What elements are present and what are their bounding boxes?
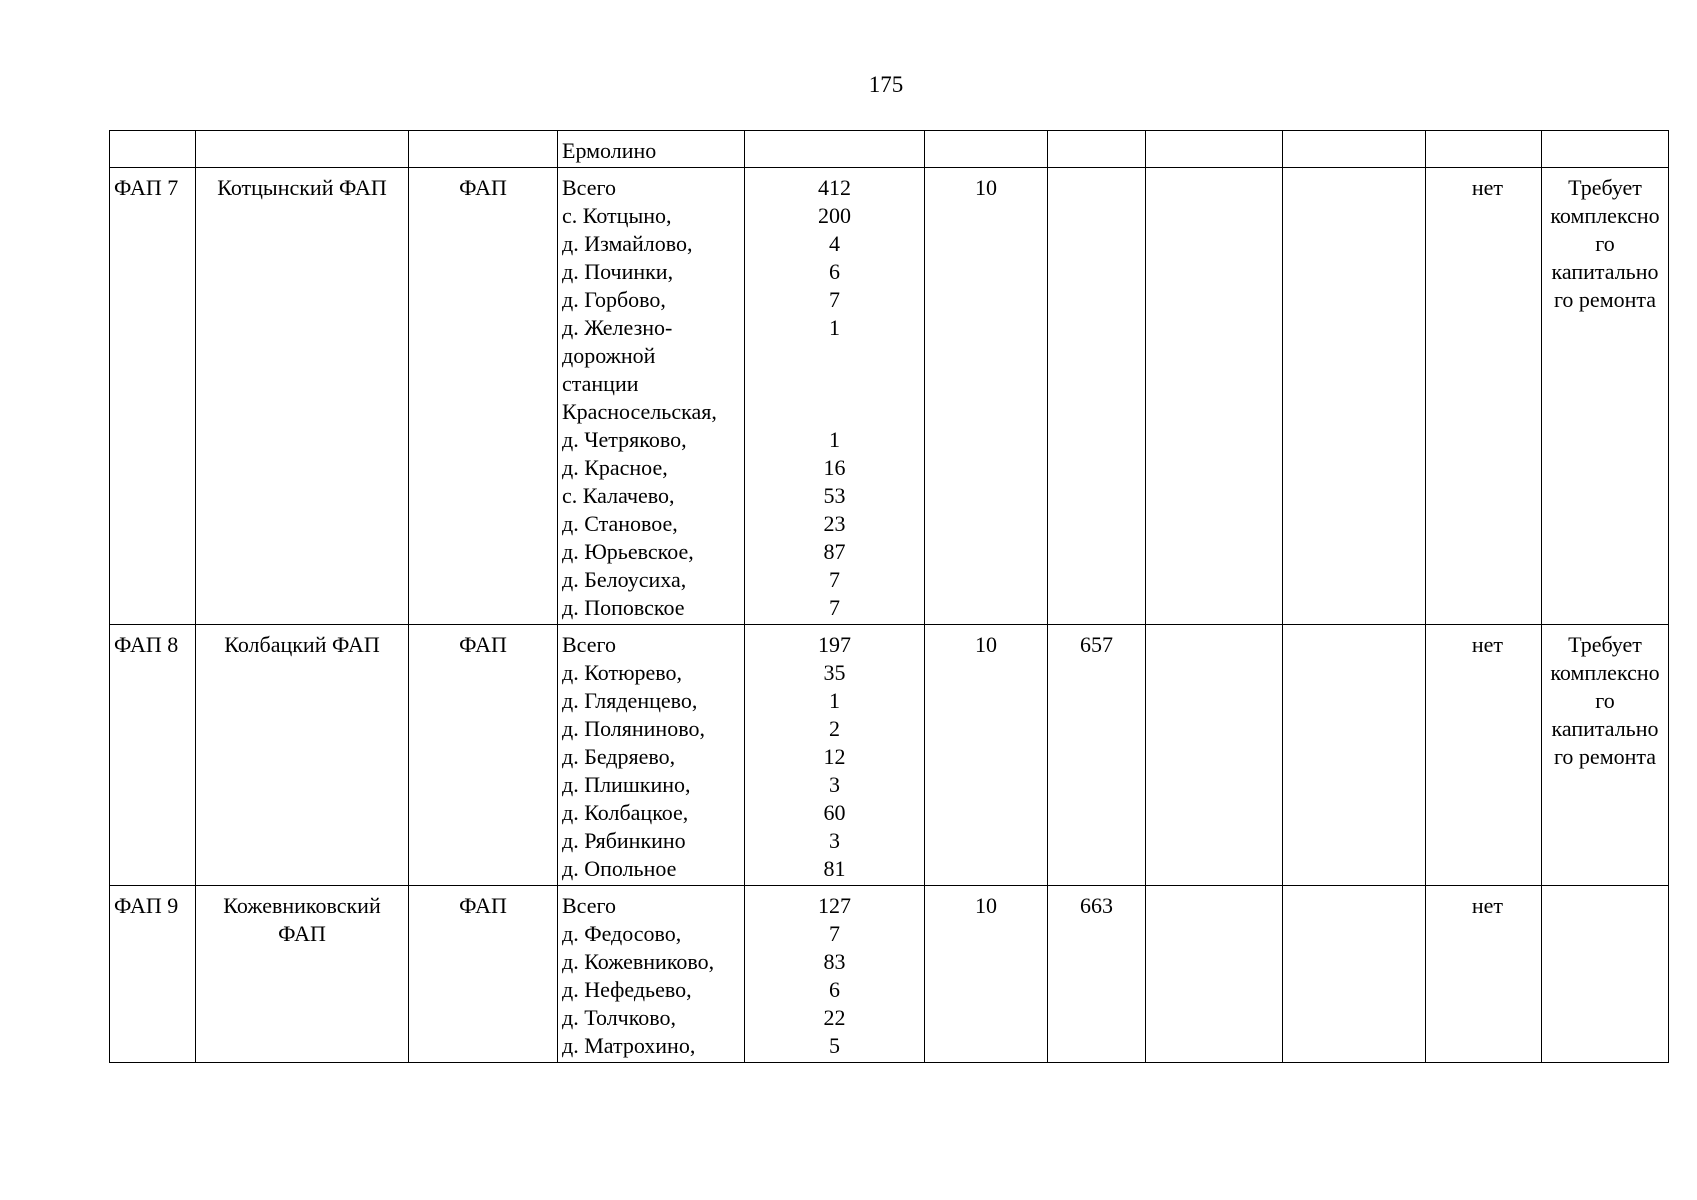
- settlements-cell-line: с. Калачево,: [562, 483, 675, 508]
- column-10-cell: нет: [1426, 168, 1542, 625]
- settlements-cell-line: д. Четряково,: [562, 427, 687, 452]
- population-cell-line: 3: [829, 828, 840, 853]
- facility-name-cell: Кожевниковский ФАП: [196, 886, 409, 1063]
- population-cell-line: 1: [829, 315, 840, 340]
- settlements-cell-line: Всего: [562, 893, 616, 918]
- population-cell-line: 200: [818, 203, 851, 228]
- settlements-cell-line: д. Опольное: [562, 856, 677, 881]
- facility-code-cell: ФАП 9: [110, 886, 196, 1063]
- note-cell: [1542, 168, 1669, 625]
- settlements-cell-line: д. Федосово,: [562, 921, 682, 946]
- population-cell-line: [749, 342, 920, 370]
- settlements-cell-line: д. Нефедьево,: [562, 977, 692, 1002]
- population-cell-line: 87: [823, 539, 846, 564]
- population-cell-line: 6: [829, 977, 840, 1002]
- note-cell-line: го: [1595, 688, 1615, 713]
- column-10-cell: нет: [1426, 625, 1542, 886]
- settlements-cell-line: д. Толчково,: [562, 1005, 677, 1030]
- table-row: [110, 625, 1669, 886]
- settlements-cell-line: д. Матрохино,: [562, 1033, 696, 1058]
- facilities-table: [109, 130, 1669, 1063]
- settlements-cell-line: Ермолино: [562, 138, 657, 163]
- settlements-cell-line: д. Гляденцево,: [562, 688, 698, 713]
- population-cell-line: 6: [829, 259, 840, 284]
- column-7-cell: [1048, 168, 1146, 625]
- facility-code-cell: [110, 131, 196, 168]
- settlements-cell-line: д. Колбацкое,: [562, 800, 689, 825]
- note-cell-line: комплексно: [1550, 203, 1660, 228]
- settlements-cell-line: д. Бедряево,: [562, 744, 676, 769]
- note-cell-line: Требует: [1568, 632, 1642, 657]
- population-cell: [745, 886, 925, 1063]
- column-7-cell: 657: [1048, 625, 1146, 886]
- settlements-cell-line: Всего: [562, 175, 616, 200]
- population-cell-line: 412: [818, 175, 851, 200]
- population-cell-line: 2: [829, 716, 840, 741]
- column-6-cell: 10: [925, 625, 1048, 886]
- column-8-cell: [1146, 886, 1283, 1063]
- column-7-cell: 663: [1048, 886, 1146, 1063]
- column-6-cell: [925, 131, 1048, 168]
- settlements-cell-line: д. Котюрево,: [562, 660, 683, 685]
- settlements-cell-line: д. Становое,: [562, 511, 678, 536]
- note-cell: [1542, 131, 1669, 168]
- population-cell-line: 22: [823, 1005, 846, 1030]
- population-cell: [745, 625, 925, 886]
- settlements-cell-line: Всего: [562, 632, 616, 657]
- settlements-cell-line: д. Белоусиха,: [562, 567, 687, 592]
- population-cell-line: 23: [823, 511, 846, 536]
- facility-code-cell: ФАП 8: [110, 625, 196, 886]
- column-9-cell: [1283, 131, 1426, 168]
- population-cell-line: 53: [823, 483, 846, 508]
- population-cell-line: 4: [829, 231, 840, 256]
- settlements-cell-line: д. Красное,: [562, 455, 668, 480]
- column-8-cell: [1146, 625, 1283, 886]
- column-6-cell: 10: [925, 886, 1048, 1063]
- population-cell-line: 1: [829, 427, 840, 452]
- facility-type-cell: ФАП: [409, 625, 558, 886]
- note-cell-line: капитально: [1551, 716, 1659, 741]
- settlements-cell-line: д. Юрьевское,: [562, 539, 694, 564]
- table-row: [110, 131, 1669, 168]
- table-row: [110, 886, 1669, 1063]
- population-cell-line: 5: [829, 1033, 840, 1058]
- population-cell-line: 7: [829, 921, 840, 946]
- settlements-cell-line: д. Железно-: [562, 315, 673, 340]
- note-cell-line: капитально: [1551, 259, 1659, 284]
- population-cell-line: 7: [829, 287, 840, 312]
- settlements-cell-line: д. Починки,: [562, 259, 674, 284]
- population-cell-line: [749, 370, 920, 398]
- population-cell-line: 197: [818, 632, 851, 657]
- column-9-cell: [1283, 625, 1426, 886]
- column-7-cell: [1048, 131, 1146, 168]
- population-cell-line: 12: [823, 744, 846, 769]
- column-9-cell: [1283, 168, 1426, 625]
- facility-name-cell: Колбацкий ФАП: [196, 625, 409, 886]
- settlements-cell: [558, 625, 745, 886]
- note-cell-line: Требует: [1568, 175, 1642, 200]
- population-cell-line: 35: [823, 660, 846, 685]
- column-10-cell: нет: [1426, 886, 1542, 1063]
- facility-type-cell: ФАП: [409, 168, 558, 625]
- settlements-cell-line: д. Поповское: [562, 595, 685, 620]
- settlements-cell-line: Красносельская,: [562, 399, 717, 424]
- population-cell-line: 127: [818, 893, 851, 918]
- column-8-cell: [1146, 131, 1283, 168]
- note-cell: [1542, 886, 1669, 1063]
- note-cell-line: го ремонта: [1553, 744, 1657, 769]
- settlements-cell: [558, 886, 745, 1063]
- population-cell-line: 83: [823, 949, 846, 974]
- settlements-cell-line: станции: [562, 371, 639, 396]
- table-row: [110, 168, 1669, 625]
- population-cell-line: 3: [829, 772, 840, 797]
- settlements-cell-line: д. Измайлово,: [562, 231, 693, 256]
- note-cell-line: го: [1595, 231, 1615, 256]
- settlements-cell-line: д. Рябинкино: [562, 828, 686, 853]
- note-cell-line: комплексно: [1550, 660, 1660, 685]
- population-cell-line: 60: [823, 800, 846, 825]
- settlements-cell: [558, 168, 745, 625]
- facility-type-cell: [409, 131, 558, 168]
- population-cell-line: [749, 398, 920, 426]
- settlements-cell-line: д. Горбово,: [562, 287, 666, 312]
- population-cell-line: 1: [829, 688, 840, 713]
- table-body: [110, 131, 1669, 1063]
- population-cell: [745, 131, 925, 168]
- facility-code-cell: ФАП 7: [110, 168, 196, 625]
- population-cell-line: 7: [829, 595, 840, 620]
- settlements-cell-line: д. Плишкино,: [562, 772, 691, 797]
- facility-name-cell: Котцынский ФАП: [196, 168, 409, 625]
- column-9-cell: [1283, 886, 1426, 1063]
- population-cell-line: 16: [823, 455, 846, 480]
- settlements-cell-line: д. Поляниново,: [562, 716, 705, 741]
- settlements-cell-line: с. Котцыно,: [562, 203, 672, 228]
- population-cell-line: 81: [823, 856, 846, 881]
- population-cell: [745, 168, 925, 625]
- column-8-cell: [1146, 168, 1283, 625]
- note-cell: [1542, 625, 1669, 886]
- facility-type-cell: ФАП: [409, 886, 558, 1063]
- facility-name-cell: [196, 131, 409, 168]
- settlements-cell-line: д. Кожевниково,: [562, 949, 715, 974]
- settlements-cell: [558, 131, 745, 168]
- settlements-cell-line: дорожной: [562, 343, 656, 368]
- note-cell-line: го ремонта: [1553, 287, 1657, 312]
- population-cell-line: 7: [829, 567, 840, 592]
- column-6-cell: 10: [925, 168, 1048, 625]
- page-number: 175: [868, 72, 904, 97]
- column-10-cell: [1426, 131, 1542, 168]
